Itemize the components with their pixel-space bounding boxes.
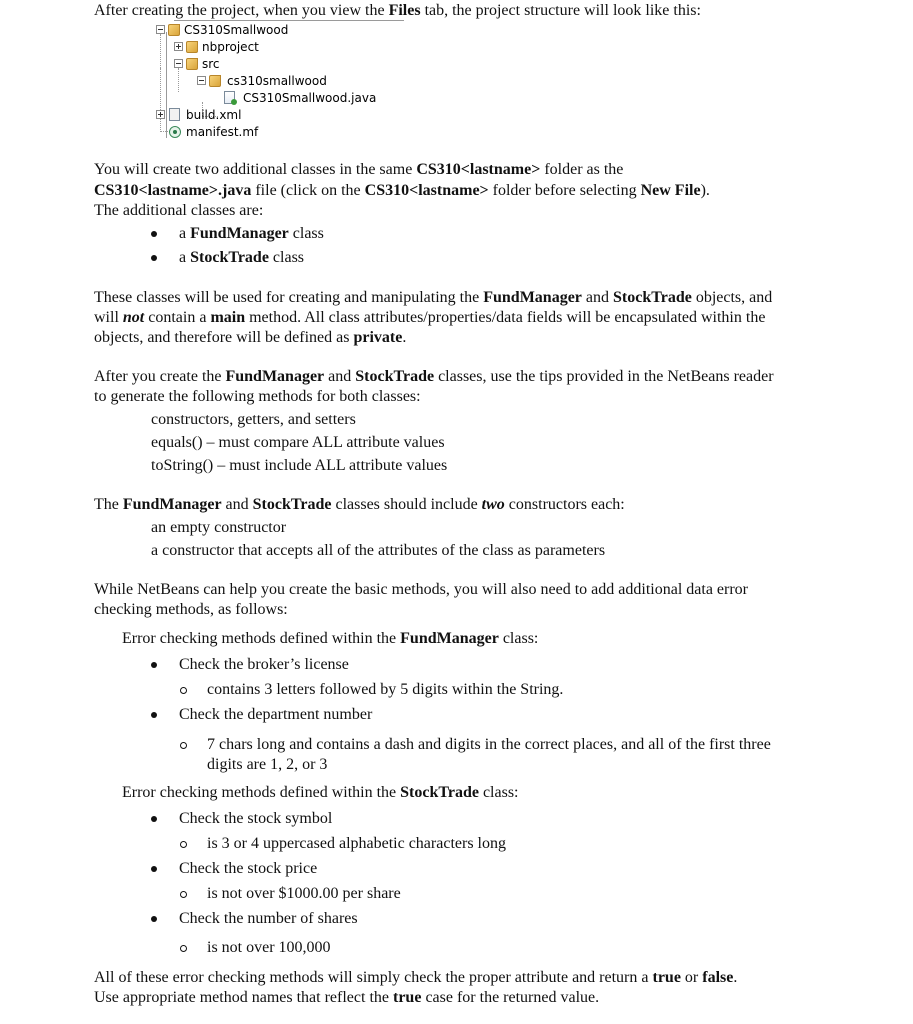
final-line-1 (94, 968, 737, 988)
files-tab-word: Files (388, 2, 421, 19)
error-line-2: checking methods, as follows: (94, 601, 288, 618)
class-name: FundManager (483, 289, 582, 306)
manifest-file-icon (169, 126, 181, 138)
intro-line (94, 1, 701, 21)
java-file-name: CS310<lastname>.java (94, 182, 252, 199)
tree-top-border (174, 20, 404, 21)
tree-label-java-file: CS310Smallwood.java (243, 91, 377, 105)
tree-connector (160, 68, 161, 132)
keyword: false (702, 969, 734, 986)
fm-check-license: Check the broker’s license (179, 656, 349, 673)
class-name: StockTrade (613, 289, 692, 306)
text: a (179, 249, 191, 266)
folder-name: CS310<lastname> (416, 161, 541, 178)
intro-text-2: tab, the project structure will look like this: (420, 2, 701, 19)
methods-line-2: to generate the following methods for both classes: (94, 388, 421, 405)
emphasis: two (481, 496, 505, 513)
text: Error checking methods defined within the (122, 784, 401, 801)
fm-license-rule: contains 3 letters followed by 5 digits within the String. (207, 681, 564, 698)
text: case for the returned value. (421, 989, 600, 1006)
bullet-icon (151, 662, 157, 668)
text: a (179, 225, 191, 242)
error-line-1: While NetBeans can help you create the basic methods, you will also need to add additional data error (94, 581, 748, 598)
text: The (94, 496, 123, 513)
tree-label-nbproject: nbproject (202, 40, 259, 54)
fm-department-rule-2: digits are 1, 2, or 3 (207, 756, 328, 773)
methods-item-3: toString() – must include ALL attribute values (151, 457, 448, 474)
st-check-shares: Check the number of shares (179, 910, 358, 927)
bullet-icon (151, 816, 157, 822)
tree-label-manifest: manifest.mf (186, 125, 259, 139)
package-folder-icon (209, 75, 221, 87)
emphasis: not (122, 309, 145, 326)
text: and (221, 496, 253, 513)
class-name: FundManager (190, 225, 289, 242)
classes-line-2 (94, 181, 710, 201)
text: classes should include (331, 496, 482, 513)
collapse-icon[interactable] (197, 76, 206, 85)
ctor-item-1: an empty constructor (151, 519, 287, 536)
text: or (680, 969, 703, 986)
fm-check-department: Check the department number (179, 706, 373, 723)
stocktrade-errors-heading (122, 783, 519, 803)
folder-icon (186, 58, 198, 70)
sub-bullet-icon (180, 841, 187, 848)
tree-left-border (166, 32, 167, 138)
text: will (94, 309, 123, 326)
text: and (581, 289, 613, 306)
usage-line-3 (94, 328, 406, 348)
final-line-2 (94, 988, 599, 1008)
text: class: (498, 630, 539, 647)
bullet-icon (151, 712, 157, 718)
text: objects, and (691, 289, 773, 306)
class-item-stocktrade (179, 248, 304, 268)
tree-label-src: src (202, 57, 220, 71)
tree-connector (178, 68, 179, 92)
bullet-icon (151, 231, 157, 237)
expand-icon[interactable] (174, 42, 183, 51)
class-name: StockTrade (355, 368, 435, 385)
collapse-icon[interactable] (174, 59, 183, 68)
text: objects, and therefore will be defined as (94, 329, 354, 346)
text: . (733, 969, 738, 986)
project-file-tree (150, 20, 410, 138)
class-name: StockTrade (252, 496, 332, 513)
keyword: true (652, 969, 681, 986)
text: classes, use the tips provided in the NetBeans reader (434, 368, 774, 385)
text: . (402, 329, 407, 346)
collapse-icon[interactable] (156, 25, 165, 34)
fm-department-rule-1: 7 chars long and contains a dash and digits in the correct places, and all of the first three (207, 736, 771, 753)
methods-item-1: constructors, getters, and setters (151, 411, 356, 428)
bullet-icon (151, 916, 157, 922)
st-price-rule: is not over $1000.00 per share (207, 885, 401, 902)
sub-bullet-icon (180, 687, 187, 694)
keyword: private (353, 329, 403, 346)
java-file-icon (224, 91, 235, 104)
classes-line-1 (94, 160, 623, 180)
text: class (268, 249, 305, 266)
classes-line-3: The additional classes are: (94, 202, 264, 219)
ctor-line-1 (94, 495, 625, 515)
class-name: StockTrade (400, 784, 479, 801)
text: Use appropriate method names that reflect the (94, 989, 393, 1006)
st-check-symbol: Check the stock symbol (179, 810, 333, 827)
text: After you create the (94, 368, 226, 385)
sub-bullet-icon (180, 891, 187, 898)
class-name: FundManager (225, 368, 325, 385)
usage-line-1 (94, 288, 772, 308)
keyword: true (393, 989, 422, 1006)
tree-label-package: cs310smallwood (227, 74, 327, 88)
project-folder-icon (168, 24, 180, 36)
intro-text-1: After creating the project, when you view the (94, 2, 389, 19)
tree-label-build: build.xml (186, 108, 242, 122)
text: ). (700, 182, 710, 199)
st-check-price: Check the stock price (179, 860, 318, 877)
xml-file-icon (169, 108, 180, 121)
bullet-icon (151, 866, 157, 872)
methods-item-2: equals() – must compare ALL attribute values (151, 434, 445, 451)
usage-line-2 (94, 308, 765, 328)
sub-bullet-icon (180, 945, 187, 952)
text: file (click on the (251, 182, 365, 199)
st-symbol-rule: is 3 or 4 uppercased alphabetic characters long (207, 835, 506, 852)
tree-label-root: CS310Smallwood (184, 23, 289, 37)
text: method. All class attributes/properties/data fields will be encapsulated within the (245, 309, 766, 326)
text: class (288, 225, 324, 242)
methods-line-1 (94, 367, 774, 387)
class-name: FundManager (122, 496, 222, 513)
text: contain a (144, 309, 211, 326)
expand-icon[interactable] (156, 110, 165, 119)
new-file-command: New File (640, 182, 701, 199)
text: Error checking methods defined within the (122, 630, 401, 647)
text: constructors each: (504, 496, 625, 513)
st-shares-rule: is not over 100,000 (207, 939, 331, 956)
text: folder before selecting (488, 182, 641, 199)
fundmanager-errors-heading (122, 629, 538, 649)
sub-bullet-icon (180, 742, 187, 749)
tree-connector (160, 34, 161, 68)
text: All of these error checking methods will simply check the proper attribute and return a (94, 969, 653, 986)
ctor-item-2: a constructor that accepts all of the attributes of the class as parameters (151, 542, 606, 559)
keyword: main (210, 309, 246, 326)
class-item-fundmanager (179, 224, 324, 244)
text: You will create two additional classes in the same (94, 161, 417, 178)
text: and (324, 368, 356, 385)
text: These classes will be used for creating and manipulating the (94, 289, 484, 306)
text: folder as the (540, 161, 624, 178)
class-name: FundManager (400, 630, 499, 647)
folder-name: CS310<lastname> (364, 182, 489, 199)
folder-icon (186, 41, 198, 53)
class-name: StockTrade (190, 249, 269, 266)
text: class: (478, 784, 519, 801)
bullet-icon (151, 255, 157, 261)
